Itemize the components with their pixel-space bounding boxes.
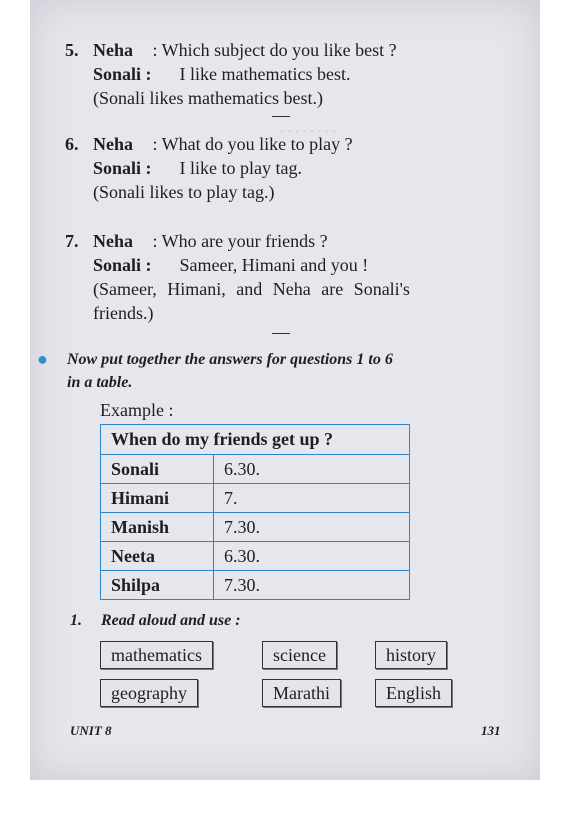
speaker-name: Sonali : [93, 158, 152, 178]
instruction-line: Now put together the answers for questions 1 to 6 [67, 351, 393, 368]
dialogue-summary: (Sonali likes mathematics best.) [93, 88, 323, 108]
table-row [101, 513, 410, 542]
dialogue-text: : What do you like to play ? [152, 134, 353, 154]
page-number: 131 [481, 723, 501, 738]
wake-time: 6.30. [214, 455, 410, 484]
table-header-row [101, 425, 410, 455]
friend-name: Manish [101, 513, 214, 542]
friend-name: Sonali [101, 455, 214, 484]
dialogue-line [93, 253, 368, 277]
question-number: 6. [65, 134, 79, 154]
wake-time: 6.30. [214, 542, 410, 571]
separator-rule [272, 116, 290, 117]
speaker-name: Sonali : [93, 255, 152, 275]
wake-up-times-table [100, 424, 410, 600]
table-row [101, 542, 410, 571]
dialogue-summary-cont: friends.) [93, 303, 154, 323]
word-box: geography [100, 679, 198, 707]
book-page [30, 0, 540, 780]
unit-label: UNIT 8 [70, 723, 112, 738]
dialogue-5 [65, 38, 525, 118]
speaker-name: Neha [93, 231, 133, 251]
instruction-text [37, 348, 517, 394]
dialogue-line [93, 132, 353, 156]
friend-name: Neeta [101, 542, 214, 571]
friend-name: Shilpa [101, 571, 214, 600]
dialogue-text: : Which subject do you like best ? [152, 40, 397, 60]
table-row [101, 455, 410, 484]
wake-time: 7.30. [214, 513, 410, 542]
dialogue-line [93, 229, 328, 253]
show-through-text: . . . . . . . . [280, 120, 337, 136]
exercise-number: 1. [70, 612, 82, 629]
instruction-line: in a table. [67, 374, 133, 391]
wake-time: 7. [214, 484, 410, 513]
question-number: 7. [65, 231, 79, 251]
word-box: English [375, 679, 452, 707]
dialogue-summary: (Sonali likes to play tag.) [93, 182, 275, 202]
table-header: When do my friends get up ? [101, 425, 410, 455]
word-box: mathematics [100, 641, 213, 669]
table-row [101, 484, 410, 513]
dialogue-line [93, 156, 302, 180]
dialogue-text: I like to play tag. [179, 158, 302, 178]
dialogue-text: I like mathematics best. [179, 64, 351, 84]
example-label: Example : [100, 400, 174, 420]
dialogue-line [93, 62, 350, 86]
question-number: 5. [65, 40, 79, 60]
word-box: science [262, 641, 337, 669]
speaker-name: Sonali : [93, 64, 152, 84]
word-box: history [375, 641, 447, 669]
table-row [101, 571, 410, 600]
speaker-name: Neha [93, 40, 133, 60]
word-box: Marathi [262, 679, 341, 707]
dialogue-6 [65, 132, 525, 212]
wake-time: 7.30. [214, 571, 410, 600]
speaker-name: Neha [93, 134, 133, 154]
exercise-title: Read aloud and use : [101, 612, 241, 629]
dialogue-summary: (Sameer, Himani, and Neha are Sonali's [93, 279, 410, 299]
dialogue-line [93, 38, 397, 62]
bullet-icon: ● [37, 349, 48, 369]
friend-name: Himani [101, 484, 214, 513]
dialogue-text: : Who are your friends ? [152, 231, 328, 251]
dialogue-7 [65, 229, 535, 329]
separator-rule [272, 333, 290, 334]
dialogue-text: Sameer, Himani and you ! [179, 255, 369, 275]
